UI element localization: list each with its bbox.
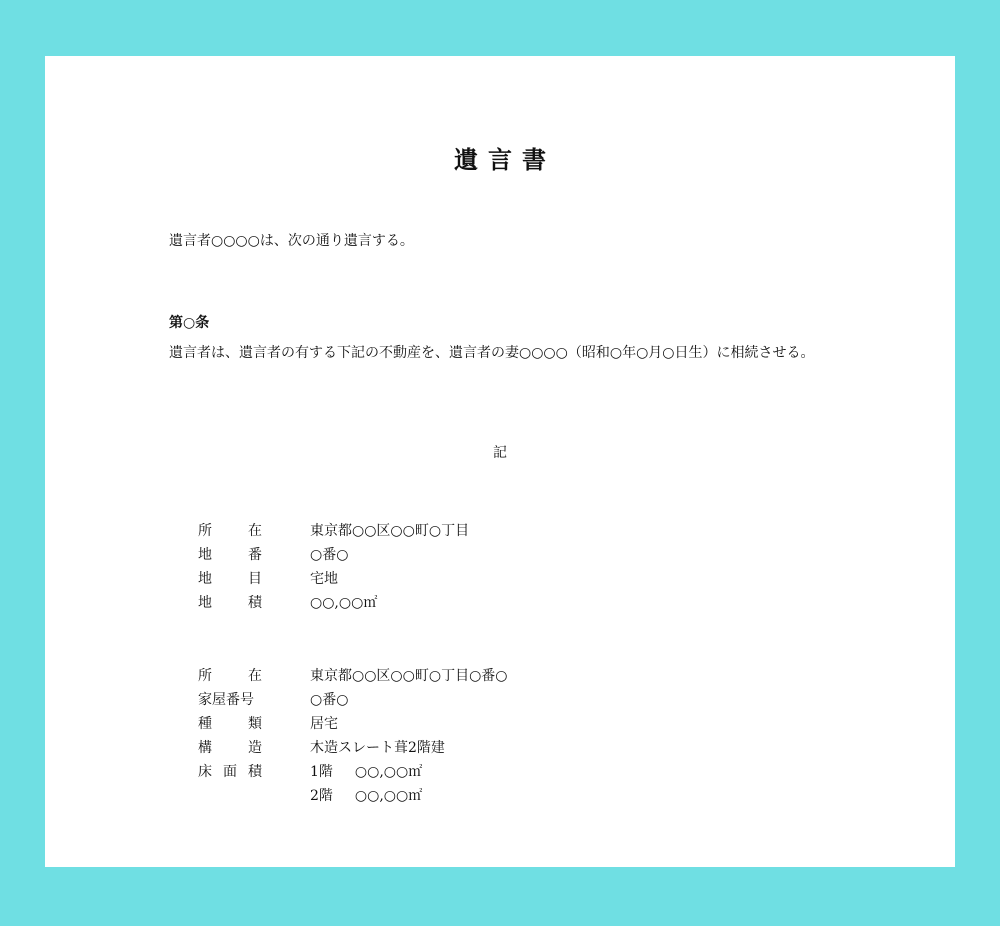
article-body: 遺言者は、遺言者の有する下記の不動産を、遺言者の妻○○○○（昭和○年○月○日生）に相続させる。 [169,345,815,361]
row-label: 所 在 [198,523,262,539]
row-value: 居宅 [310,716,338,732]
document-page [45,56,955,867]
row-value: 東京都○○区○○町○丁目 [310,523,470,539]
row-value: 木造スレート葺2階建 [310,740,445,756]
floor-2-value: 2階 ○○,○○㎡ [310,788,423,804]
article-heading: 第○条 [169,315,210,331]
row-label: 構 造 [198,740,262,756]
row-value: ○番○ [310,692,349,708]
row-value: 東京都○○区○○町○丁目○番○ [310,668,508,684]
row-label: 地 積 [198,595,262,611]
row-label: 家屋番号 [198,692,254,708]
row-value: 宅地 [310,571,338,587]
ki-heading: 記 [493,445,507,461]
floor-1-value: 1階 ○○,○○㎡ [310,764,423,780]
intro-text: 遺言者○○○○は、次の通り遺言する。 [169,233,414,249]
row-label: 種 類 [198,716,262,732]
row-label: 所 在 [198,668,262,684]
document-title: 遺言書 [454,145,556,174]
row-label: 地 目 [198,571,262,587]
row-value: ○○,○○㎡ [310,595,378,611]
row-label: 床 面 積 [198,764,262,780]
row-value: ○番○ [310,547,349,563]
row-label: 地 番 [198,547,262,563]
